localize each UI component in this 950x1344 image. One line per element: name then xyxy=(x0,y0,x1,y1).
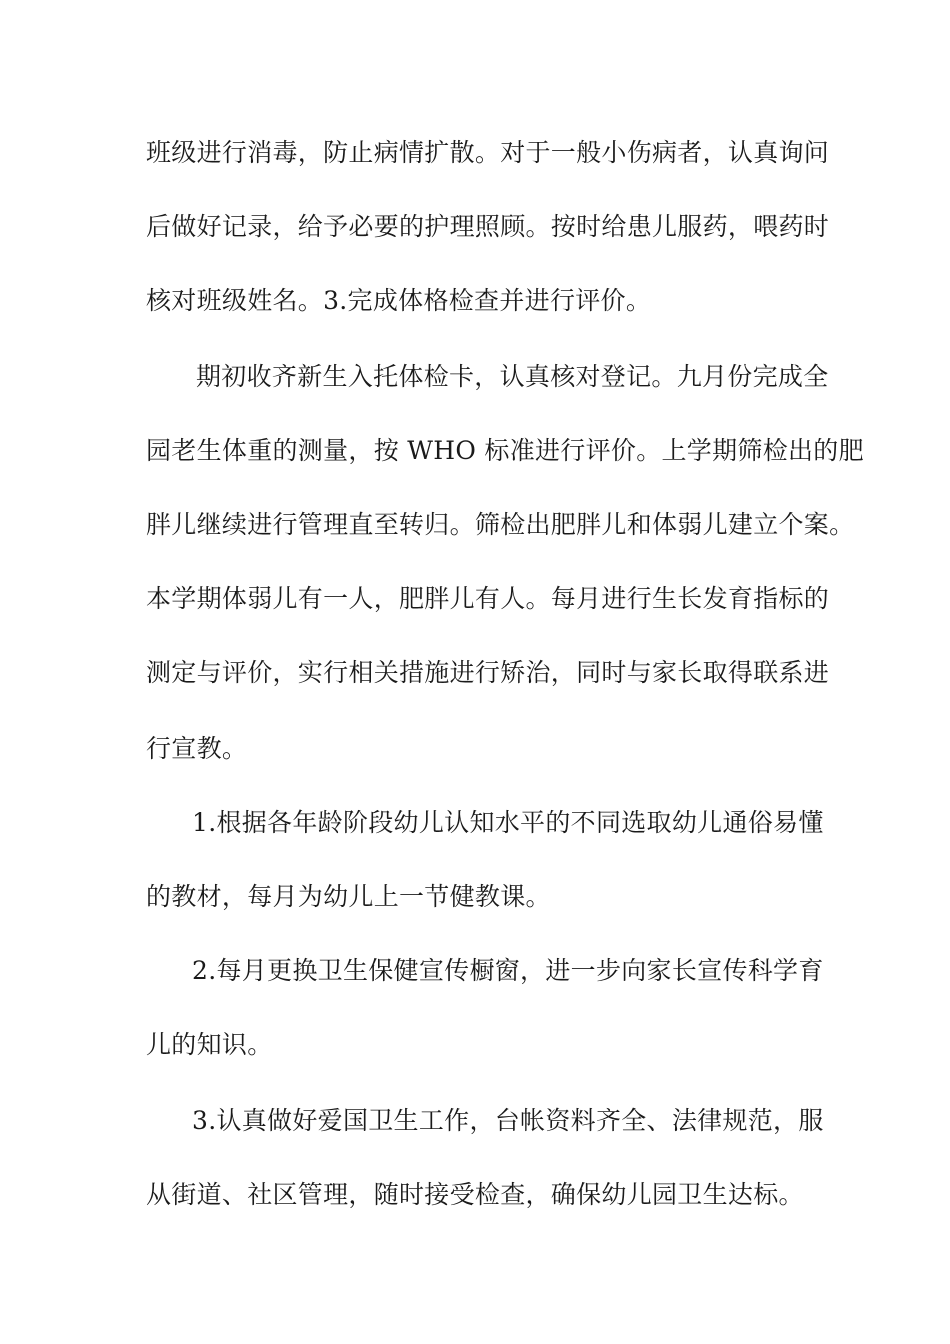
text-line: 测定与评价，实行相关措施进行矫治，同时与家长取得联系进 xyxy=(146,658,830,687)
list-item-3-first-line: 3.认真做好爱国卫生工作，台帐资料齐全、法律规范，服 xyxy=(192,1106,824,1135)
text-line: 后做好记录，给予必要的护理照顾。按时给患儿服药，喂药时 xyxy=(146,212,830,241)
paragraph-first-line: 期初收齐新生入托体检卡，认真核对登记。九月份完成全 xyxy=(196,362,829,391)
text-line: 的教材，每月为幼儿上一节健教课。 xyxy=(146,882,551,911)
list-item-1-first-line: 1.根据各年龄阶段幼儿认知水平的不同选取幼儿通俗易懂 xyxy=(192,808,824,837)
text-line: 班级进行消毒，防止病情扩散。对于一般小伤病者，认真询问 xyxy=(146,138,830,167)
text-line: 胖儿继续进行管理直至转归。筛检出肥胖儿和体弱儿建立个案。 xyxy=(146,510,855,539)
text-line: 核对班级姓名。3.完成体格检查并进行评价。 xyxy=(146,286,652,315)
text-line: 从街道、社区管理，随时接受检查，确保幼儿园卫生达标。 xyxy=(146,1180,804,1209)
list-item-2-first-line: 2.每月更换卫生保健宣传橱窗，进一步向家长宣传科学育 xyxy=(192,956,824,985)
text-line: 行宣教。 xyxy=(146,734,248,763)
text-line: 本学期体弱儿有一人，肥胖儿有人。每月进行生长发育指标的 xyxy=(146,584,830,613)
text-line: 园老生体重的测量，按 WHO 标准进行评价。上学期筛检出的肥 xyxy=(146,436,864,465)
text-line: 儿的知识。 xyxy=(146,1030,273,1059)
